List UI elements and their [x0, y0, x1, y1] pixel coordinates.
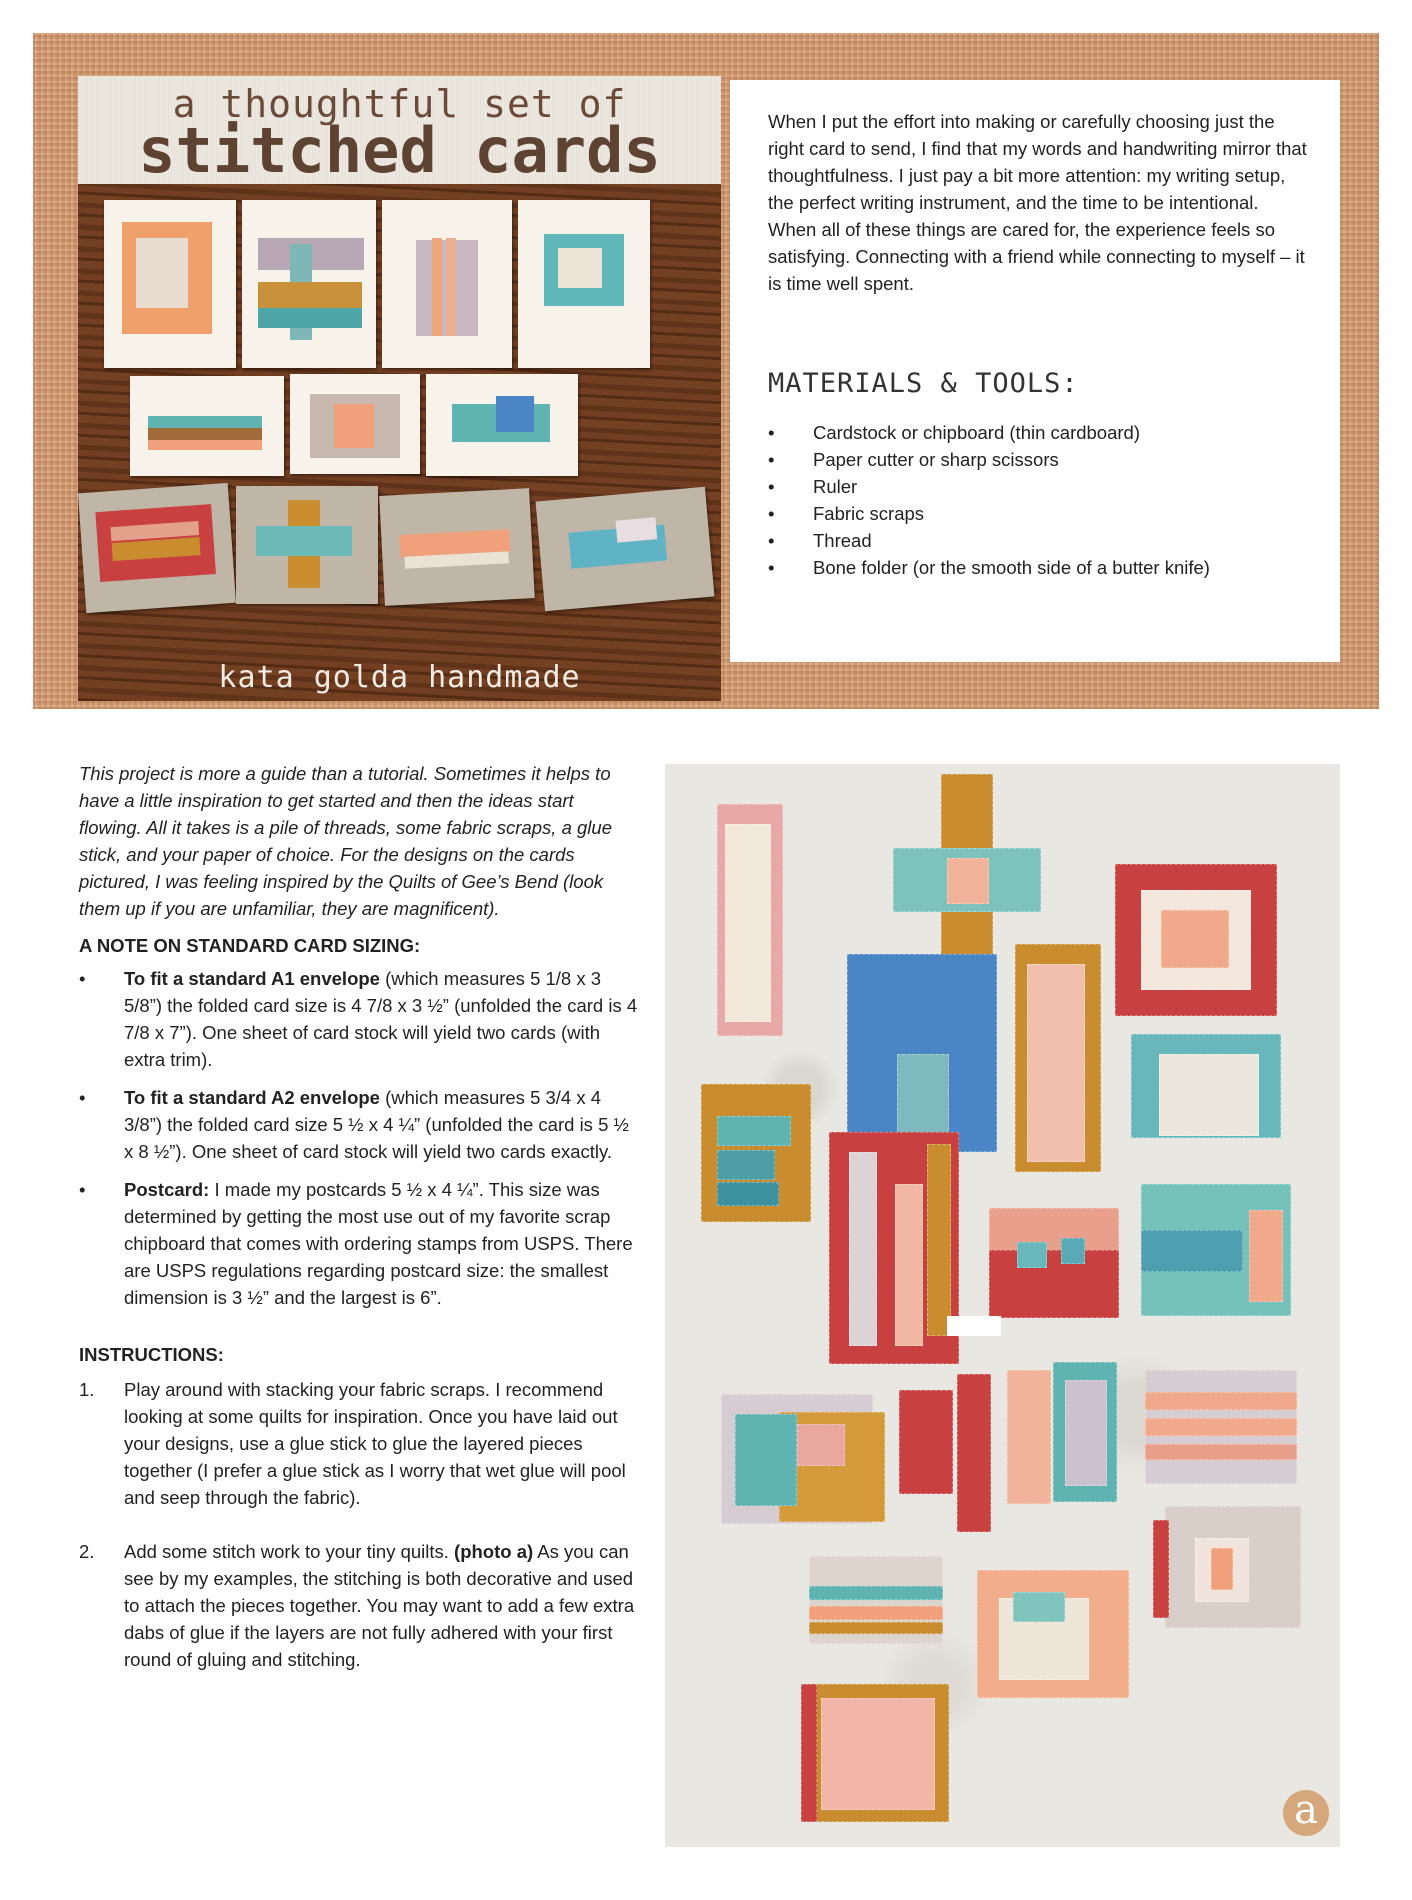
card-photo: [236, 486, 378, 604]
fabric-scrap: [1027, 964, 1085, 1162]
materials-item: • Thread: [768, 527, 1328, 554]
fabric-scrap: [947, 858, 989, 904]
instruction-step: [79, 1538, 639, 1673]
materials-item: • Fabric scraps: [768, 500, 1328, 527]
step-text-continued: As you can see by my examples, the stitching is both decorative and used to attach the pieces together. You may want to add a few extra dabs of glue if the layers are not fully adhered with your first round of gluing and stitching.: [124, 1541, 635, 1670]
fabric-scrap: [1065, 1380, 1107, 1486]
fabric-scrap: [989, 1250, 1119, 1318]
materials-heading: MATERIALS & TOOLS:: [768, 368, 1079, 399]
card-photo: [518, 200, 650, 368]
cover-credit: kata golda handmade: [218, 660, 581, 695]
bullet: •: [79, 1179, 86, 1200]
instructions-heading: INSTRUCTIONS:: [79, 1344, 224, 1365]
bullet: •: [79, 968, 86, 989]
materials-item: • Ruler: [768, 473, 1328, 500]
fabric-scrap: [1249, 1210, 1283, 1302]
cover-title-small: a thoughtful set of: [172, 82, 627, 126]
intro-box: [730, 80, 1340, 662]
fabric-scrap: [809, 1622, 943, 1634]
fabric-scrap: [849, 1152, 877, 1346]
bullet: •: [79, 1087, 86, 1108]
step-number: 1.: [79, 1379, 95, 1400]
fabric-scrap: [1161, 910, 1229, 968]
step-text: Add some stitch work to your tiny quilts.: [124, 1541, 455, 1562]
sizing-item: [79, 965, 639, 1073]
materials-list: [768, 419, 1328, 581]
fabric-scrap: [1061, 1238, 1085, 1264]
sizing-list: [79, 965, 639, 1311]
instruction-step: [79, 1376, 639, 1511]
intro-paragraph: When I put the effort into making or carefully choosing just the right card to send, I find that my words and handwriting mirror that thoughtfulness. I just pay a bit more attention: my writing setup, the perfect writing instrument, and the time to be intentional. When all of these things are cared for, the experience feels so satisfying. Connecting with a friend while connecting to myself – it is time well spent.: [768, 111, 1307, 294]
instructions-list: [79, 1376, 639, 1673]
cover-title-big: stitched cards: [138, 114, 661, 187]
sizing-item-bold: To fit a standard A2 envelope: [124, 1087, 380, 1108]
fabric-scrap: [801, 1684, 817, 1822]
fabric-scrap: [1153, 1520, 1169, 1618]
left-column: [79, 760, 639, 1700]
fabric-scrap: [1145, 1392, 1297, 1410]
card-photo: [290, 374, 420, 474]
fabric-scrap: [1141, 1230, 1243, 1272]
card-photo: [379, 488, 535, 606]
materials-item: • Cardstock or chipboard (thin cardboard): [768, 419, 1328, 446]
card-photo: [242, 200, 376, 368]
fabric-scrap: [735, 1414, 797, 1506]
fabric-scrap: [947, 1316, 1001, 1336]
card-photo: [130, 376, 284, 476]
card-photo: [104, 200, 236, 368]
sizing-item: [79, 1176, 639, 1311]
cover-photo: [78, 76, 721, 701]
fabric-scrap: [717, 1182, 779, 1206]
sizing-item-bold: Postcard:: [124, 1179, 210, 1200]
fabric-scrap: [1159, 1054, 1259, 1136]
sizing-item-text: (which measures 5 1/8 x 3 5/8”) the folded card size is 4 7/8 x 3 ½” (unfolded the card is 4 7/8 x 7”). One sheet of card stock will yield two cards (with extra trim).: [124, 968, 638, 1070]
fabric-scrap: [895, 1184, 923, 1346]
card-photo: [78, 483, 236, 613]
fabric-scrap: [717, 1150, 775, 1180]
materials-item: • Paper cutter or sharp scissors: [768, 446, 1328, 473]
fabric-scrap: [797, 1424, 845, 1466]
sizing-item-text: (which measures 5 3/4 x 4 3/8”) the folded card size 5 ½ x 4 ¼” (unfolded the card is 5 ½ x 8 ½”). One sheet of card stock will yield two cards exactly.: [124, 1087, 629, 1162]
fabric-scrap: [899, 1390, 953, 1494]
fabric-scrap: [957, 1374, 991, 1532]
card-photo: [382, 200, 512, 368]
sizing-item: [79, 1084, 639, 1165]
sizing-heading: A NOTE ON STANDARD CARD SIZING:: [79, 935, 421, 956]
fabric-scrap: [1211, 1548, 1233, 1590]
brand-logo-icon: a: [1283, 1790, 1329, 1836]
card-photo: [536, 487, 715, 611]
card-photo: [426, 374, 578, 476]
project-intro: This project is more a guide than a tutorial. Sometimes it helps to have a little inspiration to get started and then the ideas start flowing. All it takes is a pile of threads, some fabric scraps, a glue stick, and your paper of choice. For the designs on the cards pictured, I was feeling inspired by the Quilts of Gee’s Bend (look them up if you are unfamiliar, they are magnificent).: [79, 763, 612, 919]
sizing-item-text: I made my postcards 5 ½ x 4 ¼”. This size was determined by getting the most use out of my favorite scrap chipboard that comes with ordering stamps from USPS. There are USPS regulations regarding postcard size: the smallest dimension is 3 ½” and the largest is 6”.: [124, 1179, 633, 1308]
fabric-scrap: [809, 1606, 943, 1620]
step-text: Play around with stacking your fabric scraps. I recommend looking at some quilts for inspiration. Once you have laid out your designs, use a glue stick to glue the layered pieces together (I prefer a glue stick as I worry that wet glue will pool and seep through the fabric).: [124, 1379, 626, 1508]
fabric-scrap: [1007, 1370, 1051, 1504]
fabric-scrap: [809, 1586, 943, 1600]
fabric-scrap: [1017, 1242, 1047, 1268]
step-number: 2.: [79, 1541, 95, 1562]
fabric-scrap: [1145, 1418, 1297, 1436]
photo-reference: (photo a): [454, 1541, 534, 1562]
fabric-scraps-photo: [665, 764, 1340, 1847]
fabric-scrap: [1013, 1592, 1065, 1622]
fabric-scrap: [927, 1144, 951, 1336]
fabric-scrap: [717, 1116, 791, 1146]
materials-item: • Bone folder (or the smooth side of a butter knife): [768, 554, 1328, 581]
sizing-item-bold: To fit a standard A1 envelope: [124, 968, 380, 989]
fabric-scrap: [1145, 1444, 1297, 1460]
fabric-scrap: [821, 1698, 935, 1810]
fabric-scrap: [725, 824, 771, 1022]
